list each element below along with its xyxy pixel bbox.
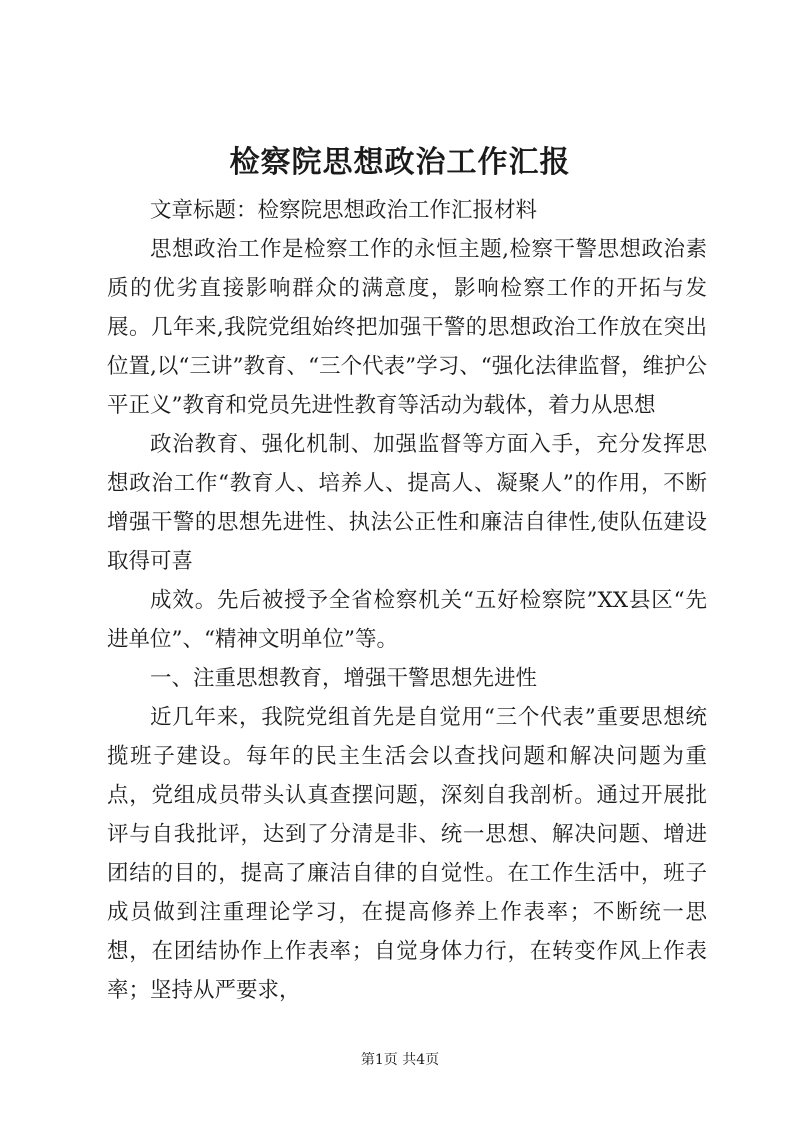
- document-body: [107, 191, 707, 1010]
- document-title: 检察院思想政治工作汇报: [229, 145, 571, 180]
- paragraph-section-one-body: 近几年来，我院党组首先是自觉用“三个代表”重要思想统揽班子建设。每年的民主生活会以查找问题和解决问题为重点，党组成员带头认真查摆问题，深刻自我剖析。通过开展批评与自我批评，达到了分清是非、统一思想、解决问题、增进团结的目的，提高了廉洁自律的自觉性。在工作生活中，班子成员做到注重理论学习，在提高修养上作表率；不断统一思想，在团结协作上作表率；自觉身体力行，在转变作风上作表率；坚持从严要求，: [107, 705, 707, 1003]
- paragraph-continuation: 政治教育、强化机制、加强监督等方面入手，充分发挥思想政治工作“教育人、培养人、提高人、凝聚人”的作用，不断增强干警的思想先进性、执法公正性和廉洁自律性,使队伍建设取得可喜: [107, 432, 707, 574]
- section-heading-one: 一、注重思想教育，增强干警思想先进性: [150, 666, 538, 691]
- paragraph-article-title: 文章标题：检察院思想政治工作汇报材料: [150, 198, 538, 223]
- paragraph-intro: 思想政治工作是检察工作的永恒主题,检察干警思想政治素质的优劣直接影响群众的满意度，影响检察工作的开拓与发展。几年来,我院党组始终把加强干警的思想政治工作放在突出位置,以“三讲”教育、“三个代表”学习、“强化法律监督，维护公平正义”教育和党员先进性教育等活动为载体，着力从思想: [107, 237, 707, 418]
- page-footer: 第1页 共4页: [360, 1052, 440, 1068]
- paragraph-achievements: 成效。先后被授予全省检察机关“五好检察院”XX县区“先进单位”、“精神文明单位”等。: [107, 588, 707, 652]
